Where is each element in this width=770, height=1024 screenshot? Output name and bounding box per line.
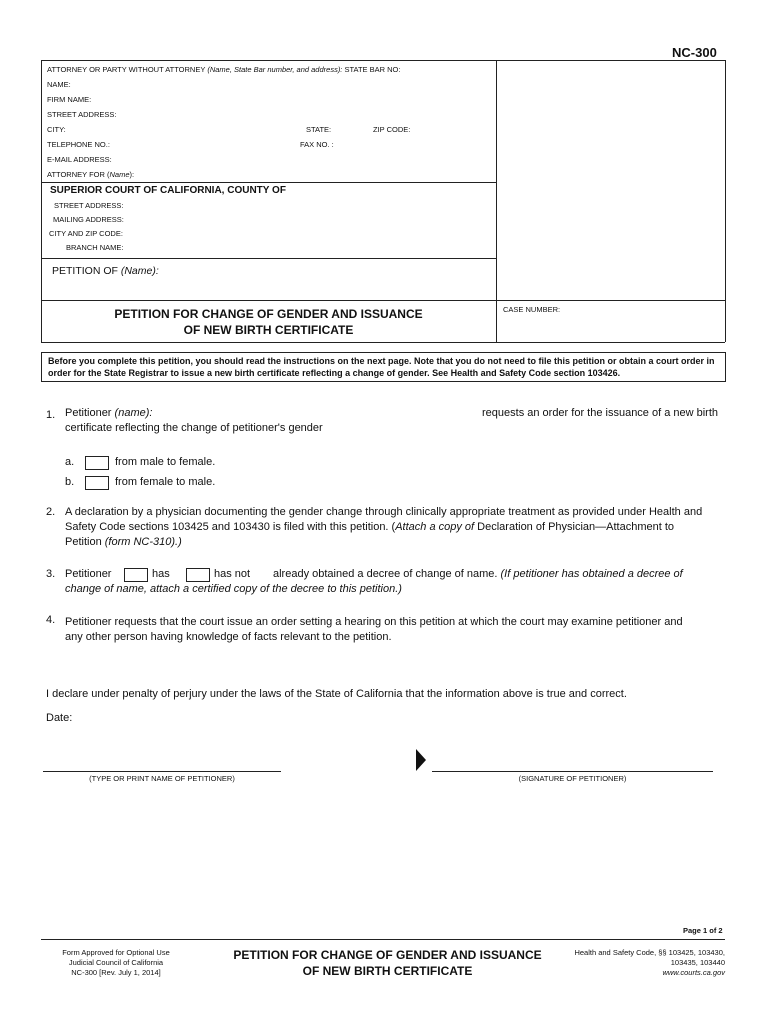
date-label: Date: — [46, 712, 73, 724]
option-a-letter: a. — [65, 456, 75, 468]
male-to-female-checkbox[interactable] — [85, 456, 109, 470]
item4-number: 4. — [46, 614, 56, 626]
item1-requests: requests an order for the issuance of a new birth — [482, 407, 719, 419]
declaration: I declare under penalty of perjury under the laws of the State of California that the information above is true and correct. — [46, 688, 627, 700]
item3-line2: change of name, attach a certified copy of the decree to this petition.) — [65, 583, 402, 595]
item1-number: 1. — [46, 409, 56, 421]
court-branch-name-label: BRANCH NAME: — [66, 243, 124, 252]
street-address-label: STREET ADDRESS: — [47, 110, 117, 119]
item2-line2: Safety Code sections 103425 and 103430 is filed with this petition. (Attach a copy of Declaration of Physician—Attachment to — [65, 521, 675, 533]
court-city-zip-label: CITY AND ZIP CODE: — [49, 229, 123, 238]
petition-of-label: PETITION OF (Name): — [52, 265, 159, 277]
item1-line2: certificate reflecting the change of petitioner's gender — [65, 422, 323, 434]
option-b-letter: b. — [65, 476, 75, 488]
female-to-male-checkbox[interactable] — [85, 476, 109, 490]
signature-arrow-icon — [416, 749, 428, 771]
print-name-label: (TYPE OR PRINT NAME OF PETITIONER) — [89, 774, 235, 783]
item3-text: already obtained a decree of change of name. (If petitioner has obtained a decree of — [273, 568, 683, 580]
case-number-label: CASE NUMBER: — [503, 305, 561, 314]
title-section-divider — [41, 300, 725, 301]
caption-bottom-border — [41, 342, 725, 343]
courts-website-link[interactable]: www.courts.ca.gov — [662, 968, 725, 977]
item3-number: 3. — [46, 568, 56, 580]
instructions-notice: Before you complete this petition, you should read the instructions on the next page. Note that you do not need to file this petition or obtain a court order in order for the State Registrar to issue a new birth certificate reflecting a change of gender. See Health and Safety Code section 103426. — [41, 352, 726, 382]
page-number: Page 1 of 2 — [683, 926, 723, 935]
email-label: E-MAIL ADDRESS: — [47, 155, 112, 164]
item3-petitioner: Petitioner — [65, 568, 112, 580]
item2-line1: A declaration by a physician documenting the gender change through clinically appropriate treatment as provided under Health and — [65, 506, 703, 518]
city-label: CITY: — [47, 125, 66, 134]
zip-code-label: ZIP CODE: — [373, 125, 411, 134]
has-label: has — [152, 568, 170, 580]
court-mailing-address-label: MAILING ADDRESS: — [53, 215, 124, 224]
court-title: SUPERIOR COURT OF CALIFORNIA, COUNTY OF — [50, 185, 286, 196]
attorney-for-label: ATTORNEY FOR (Name): — [47, 170, 135, 179]
footer-title: PETITION FOR CHANGE OF GENDER AND ISSUANCE OF NEW BIRTH CERTIFICATE — [233, 948, 542, 978]
court-street-address-label: STREET ADDRESS: — [54, 201, 124, 210]
fax-label: FAX NO. : — [300, 140, 334, 149]
footer-left: Form Approved for Optional Use Judicial Council of California NC-300 [Rev. July 1, 2014] — [62, 948, 170, 977]
has-not-checkbox[interactable] — [186, 568, 210, 582]
caption-top-border — [41, 60, 725, 61]
print-name-line[interactable] — [43, 771, 281, 772]
attorney-label: ATTORNEY OR PARTY WITHOUT ATTORNEY (Name, State Bar number, and address): STATE BAR NO: — [47, 65, 401, 74]
has-not-label: has not — [214, 568, 251, 580]
footer-right: Health and Safety Code, §§ 103425, 103430, 103435, 103440 www.courts.ca.gov — [560, 948, 725, 978]
court-section-divider — [41, 182, 496, 183]
caption-right-border — [725, 60, 726, 342]
footer-divider — [41, 939, 725, 940]
signature-line[interactable] — [432, 771, 713, 772]
firm-name-label: FIRM NAME: — [47, 95, 92, 104]
has-checkbox[interactable] — [124, 568, 148, 582]
form-id: NC-300 — [672, 45, 717, 60]
state-label: STATE: — [306, 125, 332, 134]
signature-label: (SIGNATURE OF PETITIONER) — [518, 774, 627, 783]
item2-line3: Petition (form NC-310).) — [65, 536, 182, 548]
petition-of-divider — [41, 258, 496, 259]
option-a-label: from male to female. — [115, 456, 216, 468]
name-label: NAME: — [47, 80, 71, 89]
item1-petitioner: Petitioner (name): — [65, 407, 153, 419]
item4-line1: Petitioner requests that the court issue an order setting a hearing on this petition at which the court may examine petitioner and — [65, 616, 683, 628]
form-title: PETITION FOR CHANGE OF GENDER AND ISSUANCE OF NEW BIRTH CERTIFICATE — [114, 307, 423, 337]
option-b-label: from female to male. — [115, 476, 216, 488]
item4-line2: any other person having knowledge of facts relevant to the petition. — [65, 631, 392, 643]
telephone-label: TELEPHONE NO.: — [47, 140, 110, 149]
item2-number: 2. — [46, 506, 56, 518]
